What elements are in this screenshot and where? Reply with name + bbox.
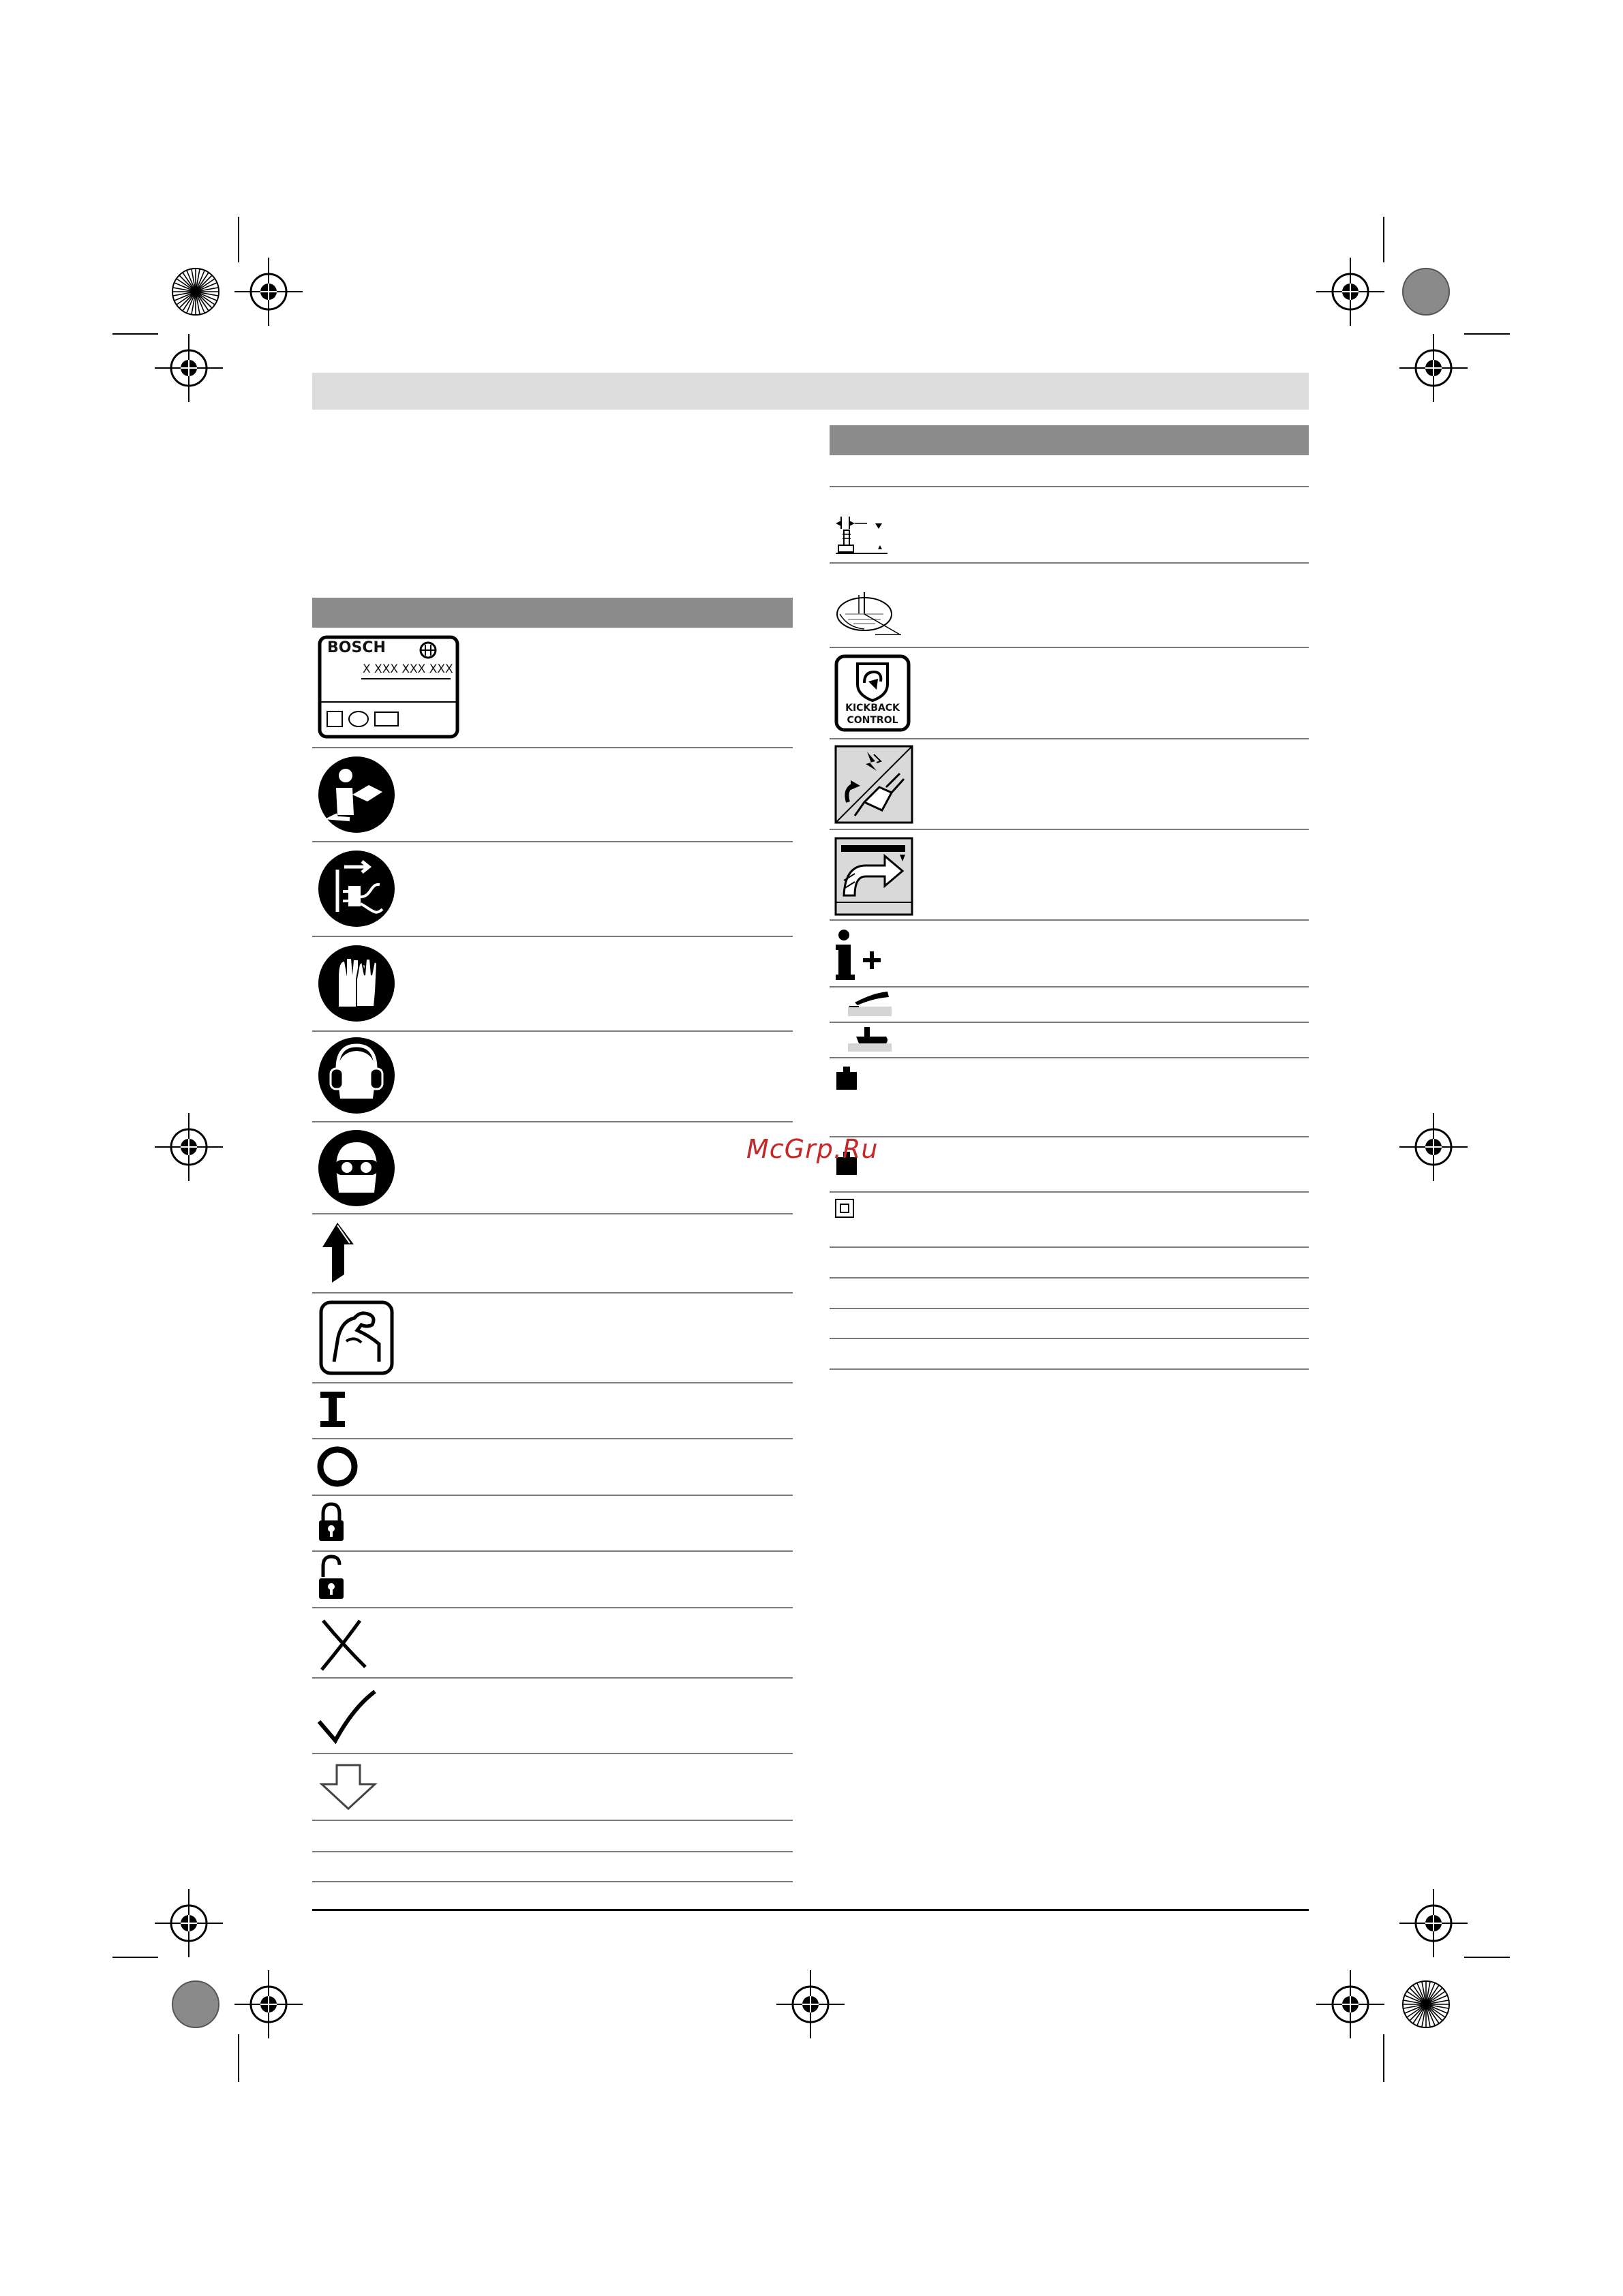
eye-protection-icon — [317, 1129, 396, 1208]
footer-rule — [312, 1909, 1309, 1911]
lock-icon — [318, 1501, 345, 1544]
nameplate-icon — [318, 635, 459, 739]
protection-class-icon — [834, 1198, 856, 1220]
kickback-line1: KICKBACK — [845, 703, 900, 714]
page-header-bar — [312, 373, 1309, 410]
nameplate-brand: BOSCH — [327, 639, 386, 656]
kickback-control-icon — [834, 654, 911, 732]
switch-off-icon — [316, 1445, 359, 1488]
grinding-angle-icon — [845, 989, 894, 1019]
right-column-header — [830, 425, 1309, 455]
unlock-icon — [318, 1554, 348, 1602]
direction-arrow-icon — [318, 1762, 379, 1811]
disconnect-plug-icon — [317, 849, 396, 928]
nameplate-number: X XXX XXX XXX — [363, 662, 453, 676]
weight-icon — [834, 1065, 859, 1092]
switch-on-icon — [318, 1390, 348, 1431]
depth-gauge-icon — [834, 515, 889, 560]
gloves-icon — [317, 944, 396, 1023]
left-column-header — [312, 598, 793, 628]
restart-protection-icon — [834, 745, 913, 824]
softstart-icon — [834, 837, 913, 916]
correct-icon — [315, 1689, 380, 1747]
info-plus-icon — [834, 928, 889, 983]
strength-icon — [319, 1300, 394, 1375]
watermark: McGrp.Ru — [746, 1134, 879, 1164]
kickback-line2: CONTROL — [847, 715, 898, 726]
ear-protection-icon — [317, 1036, 396, 1115]
lift-arrow-icon — [317, 1220, 358, 1285]
disc-icon — [834, 590, 902, 637]
read-manual-icon — [317, 755, 396, 834]
sanding-angle-icon — [845, 1024, 894, 1054]
incorrect-icon — [315, 1617, 369, 1671]
